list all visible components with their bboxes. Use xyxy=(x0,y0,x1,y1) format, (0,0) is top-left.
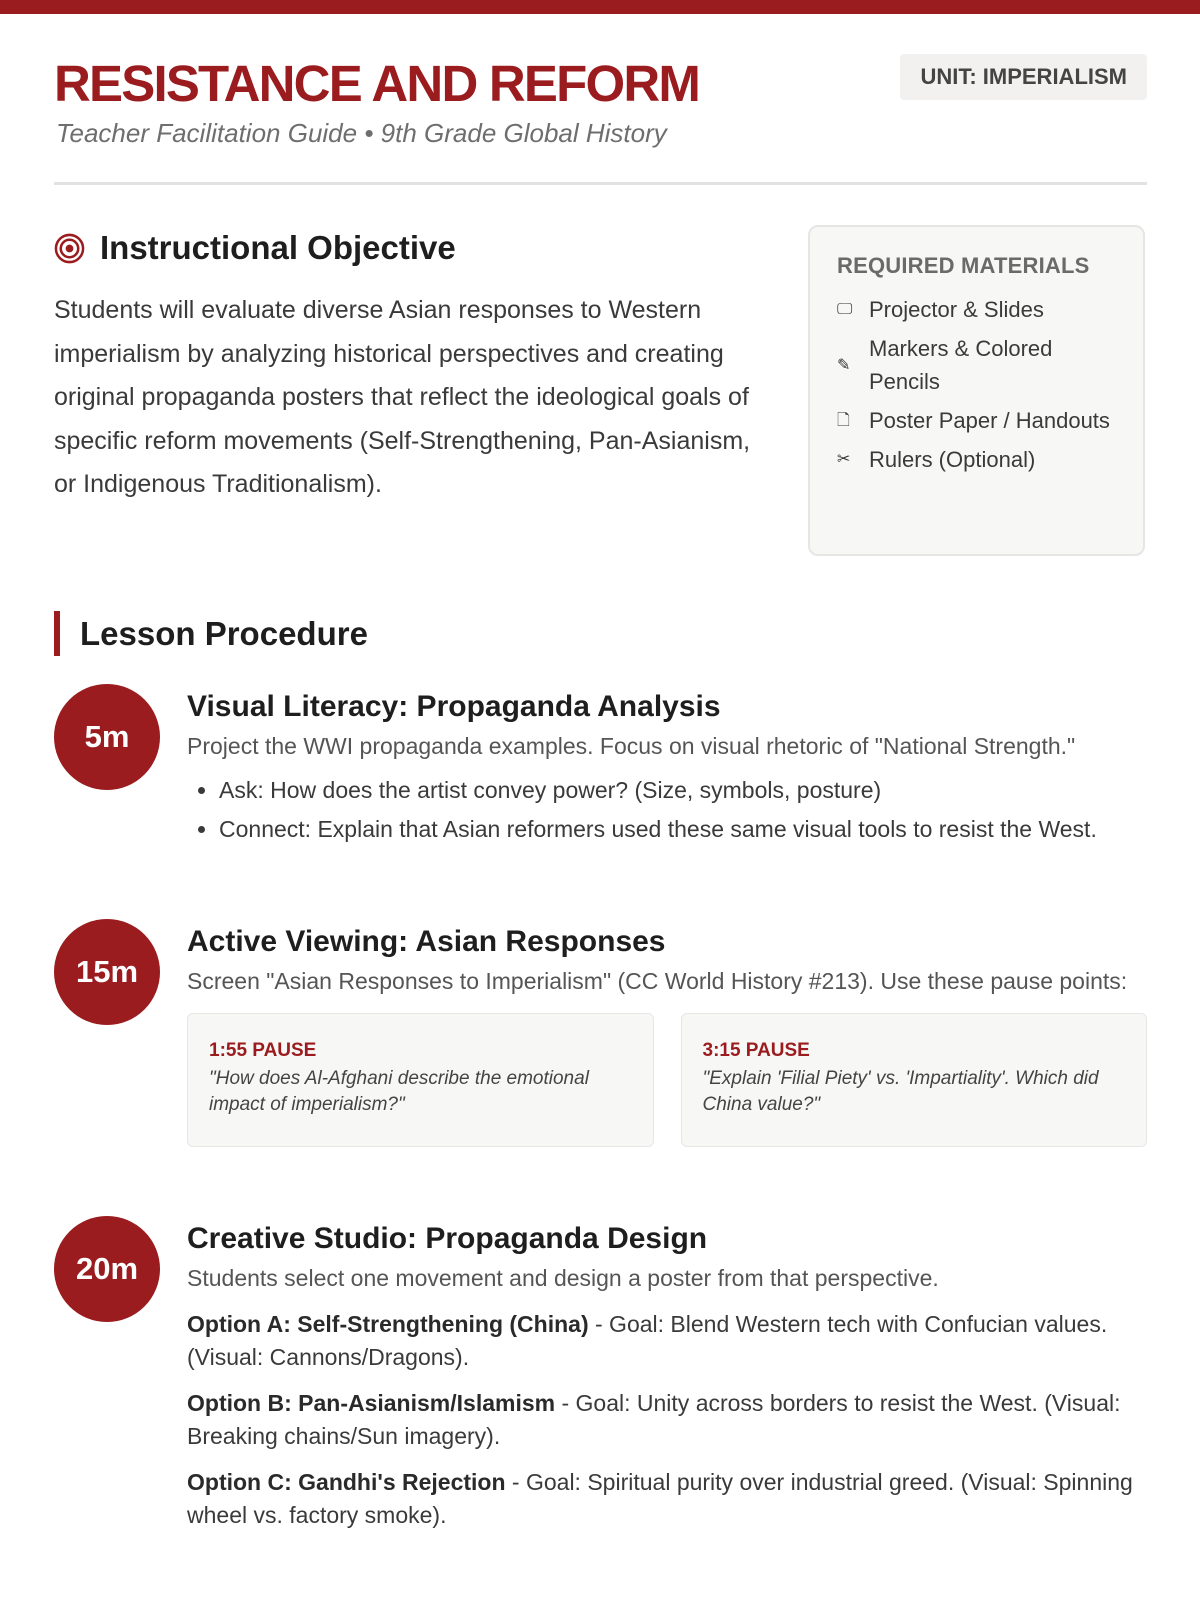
option-text: - Goal: Spiritual purity over industrial greed. (Visual: Spinning wheel vs. factory smoke). xyxy=(187,1469,1133,1528)
pause-card xyxy=(681,1013,1148,1147)
material-label: Poster Paper / Handouts xyxy=(869,408,1110,433)
material-item xyxy=(837,293,1121,326)
objective-heading: Instructional Objective xyxy=(100,229,456,266)
page-header xyxy=(54,14,1147,185)
objective-header xyxy=(54,228,774,268)
option-b xyxy=(187,1387,1147,1453)
page-title: RESISTANCE AND REFORM xyxy=(54,55,700,112)
file-icon: 🗋 xyxy=(837,412,850,429)
time-badge: 20m xyxy=(54,1216,160,1322)
step-description: Screen "Asian Responses to Imperialism" (CC World History #213). Use these pause points: xyxy=(187,968,1128,994)
option-text: - Goal: Unity across borders to resist the West. (Visual: Breaking chains/Sun imagery). xyxy=(187,1390,1121,1449)
scissors-icon: ✂ xyxy=(837,451,851,468)
monitor-icon: 🖵 xyxy=(837,301,853,318)
procedure-heading: Lesson Procedure xyxy=(54,611,368,656)
material-label: Rulers (Optional) xyxy=(869,447,1036,472)
option-name: Option C: Gandhi's Rejection xyxy=(187,1469,506,1495)
material-label: Markers & Colored Pencils xyxy=(869,336,1053,394)
unit-badge: UNIT: IMPERIALISM xyxy=(900,54,1147,100)
page-subtitle: Teacher Facilitation Guide • 9th Grade Global History xyxy=(56,118,667,148)
step-body xyxy=(187,1216,1147,1532)
option-name: Option B: Pan-Asianism/Islamism xyxy=(187,1390,556,1416)
pause-card xyxy=(187,1013,654,1147)
step-title: Visual Literacy: Propaganda Analysis xyxy=(187,690,721,723)
option-text: - Goal: Blend Western tech with Confucian values. (Visual: Cannons/Dragons). xyxy=(187,1311,1108,1370)
pen-icon: ✎ xyxy=(837,356,851,374)
pause-question: "Explain 'Filial Piety' vs. 'Impartiality'. Which did China value?" xyxy=(702,1068,1099,1115)
lesson-guide xyxy=(54,14,1147,1528)
step-description: Students select one movement and design a poster from that perspective. xyxy=(187,1265,939,1291)
objective-section xyxy=(54,228,774,507)
option-a xyxy=(187,1308,1147,1374)
material-item xyxy=(837,332,1121,398)
step-title: Creative Studio: Propaganda Design xyxy=(187,1222,708,1255)
bullet-item: • Connect: Explain that Asian reformers used these same visual tools to resist the West. xyxy=(219,813,1147,846)
pause-label: 3:15 PAUSE xyxy=(702,1040,810,1061)
step-bullets xyxy=(187,774,1147,846)
pause-points xyxy=(187,1013,1147,1147)
top-accent-bar xyxy=(0,0,1200,14)
material-item xyxy=(837,404,1121,437)
objective-text: Students will evaluate diverse Asian responses to Western imperialism by analyzing historical perspectives and creating original propaganda posters that reflect the ideological goals of specific reform movements (Self-Strengthening, Pan-Asianism, or Indigenous Traditionalism). xyxy=(54,296,751,498)
step-body xyxy=(187,919,1147,1147)
time-badge: 5m xyxy=(54,684,160,790)
material-label: Projector & Slides xyxy=(869,297,1044,322)
bullet-item: • Ask: How does the artist convey power? (Size, symbols, posture) xyxy=(219,774,1147,807)
step-description: Project the WWI propaganda examples. Focus on visual rhetoric of "National Strength." xyxy=(187,733,1076,759)
option-name: Option A: Self-Strengthening (China) xyxy=(187,1311,589,1337)
target-icon xyxy=(54,233,85,264)
step-title: Active Viewing: Asian Responses xyxy=(187,925,666,958)
step-body xyxy=(187,684,1147,852)
materials-heading: REQUIRED MATERIALS xyxy=(837,253,1090,278)
materials-panel xyxy=(808,225,1145,556)
time-badge: 15m xyxy=(54,919,160,1025)
pause-question: "How does Al-Afghani describe the emotional impact of imperialism?" xyxy=(209,1068,589,1115)
material-item xyxy=(837,443,1121,476)
pause-label: 1:55 PAUSE xyxy=(209,1040,317,1061)
option-c xyxy=(187,1466,1147,1532)
